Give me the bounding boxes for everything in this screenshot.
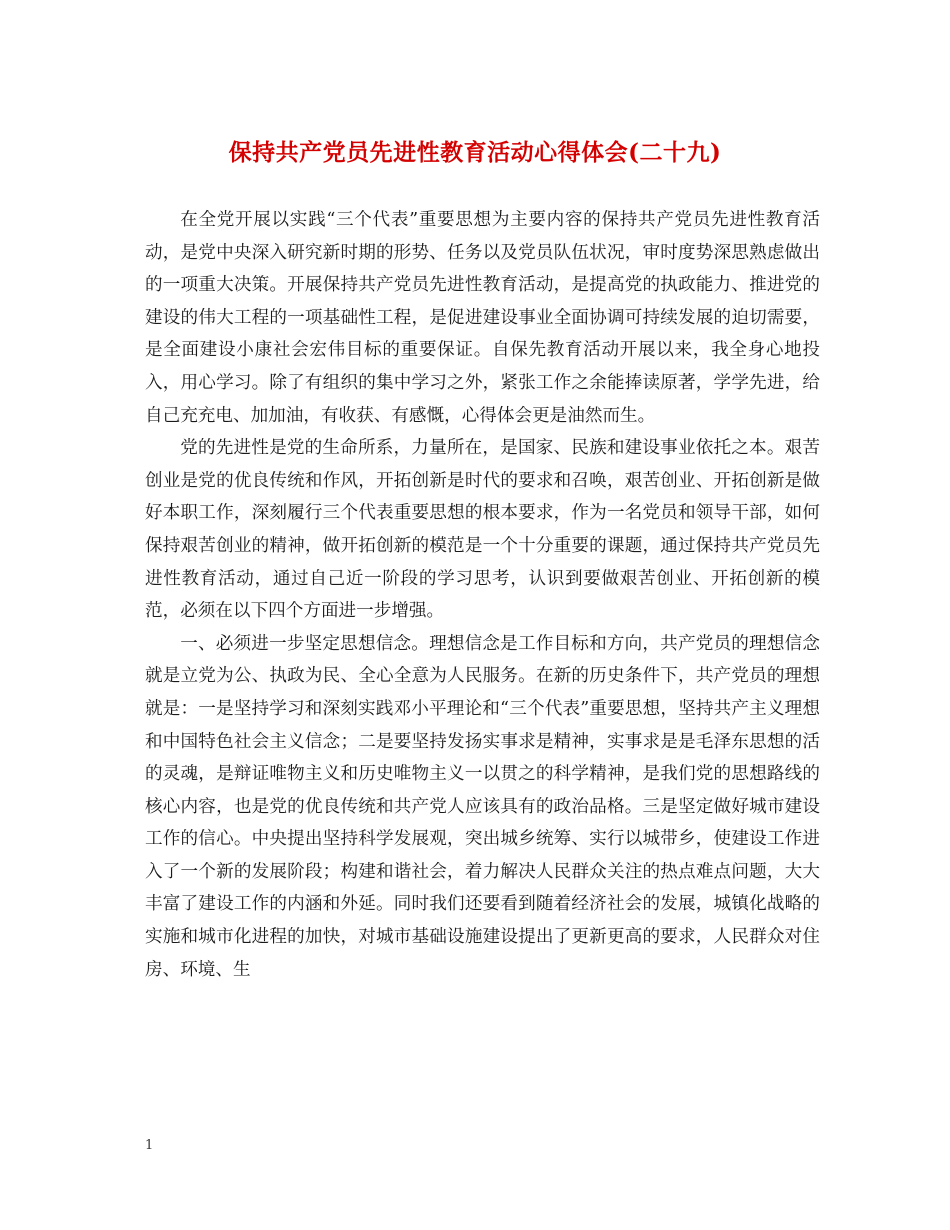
paragraph-2: 党的先进性是党的生命所系，力量所在，是国家、民族和建设事业依托之本。艰苦创业是党的优良传统和作风，开拓创新是时代的要求和召唤，艰苦创业、开拓创新是做好本职工作，深刻履行三个代表重要思想的根本要求，作为一名党员和领导干部，如何保持艰苦创业的精神，做开拓创新的模范是一个十分重要的课题，通过保持共产党员先进性教育活动，通过自己近一阶段的学习思考，认识到要做艰苦创业、开拓创新的模范，必须在以下四个方面进一步增强。 bbox=[145, 438, 820, 622]
document-body bbox=[145, 204, 820, 986]
page-number: 1 bbox=[145, 1138, 154, 1153]
paragraph-3: 一、必须进一步坚定思想信念。理想信念是工作目标和方向，共产党员的理想信念就是立党为公、执政为民、全心全意为人民服务。在新的历史条件下，共产党员的理想就是：一是坚持学习和深刻实践邓小平理论和“三个代表”重要思想，坚持共产主义理想和中国特色社会主义信念；二是要坚持发扬实事求是精神，实事求是是毛泽东思想的活的灵魂，是辩证唯物主义和历史唯物主义一以贯之的科学精神，是我们党的思想路线的核心内容，也是党的优良传统和共产党人应该具有的政治品格。三是坚定做好城市建设工作的信心。中央提出坚持科学发展观，突出城乡统筹、实行以城带乡，使建设工作进入了一个新的发展阶段；构建和谐社会，着力解决人民群众关注的热点难点问题，大大丰富了建设工作的内涵和外延。同时我们还要看到随着经济社会的发展，城镇化战略的实施和城市化进程的加快，对城市基础设施建设提出了更新更高的要求，人民群众对住房、环境、生 bbox=[145, 633, 820, 980]
page-title: 保持共产党员先进性教育活动心得体会(二十九) bbox=[228, 139, 722, 166]
paragraph-1: 在全党开展以实践“三个代表”重要思想为主要内容的保持共产党员先进性教育活动，是党中央深入研究新时期的形势、任务以及党员队伍状况，审时度势深思熟虑做出的一项重大决策。开展保持共产党员先进性教育活动，是提高党的执政能力、推进党的建设的伟大工程的一项基础性工程，是促进建设事业全面协调可持续发展的迫切需要，是全面建设小康社会宏伟目标的重要保证。自保先教育活动开展以来，我全身心地投入，用心学习。除了有组织的集中学习之外，紧张工作之余能捧读原著，学学先进，给自己充充电、加加油，有收获、有感慨，心得体会更是油然而生。 bbox=[145, 210, 820, 426]
